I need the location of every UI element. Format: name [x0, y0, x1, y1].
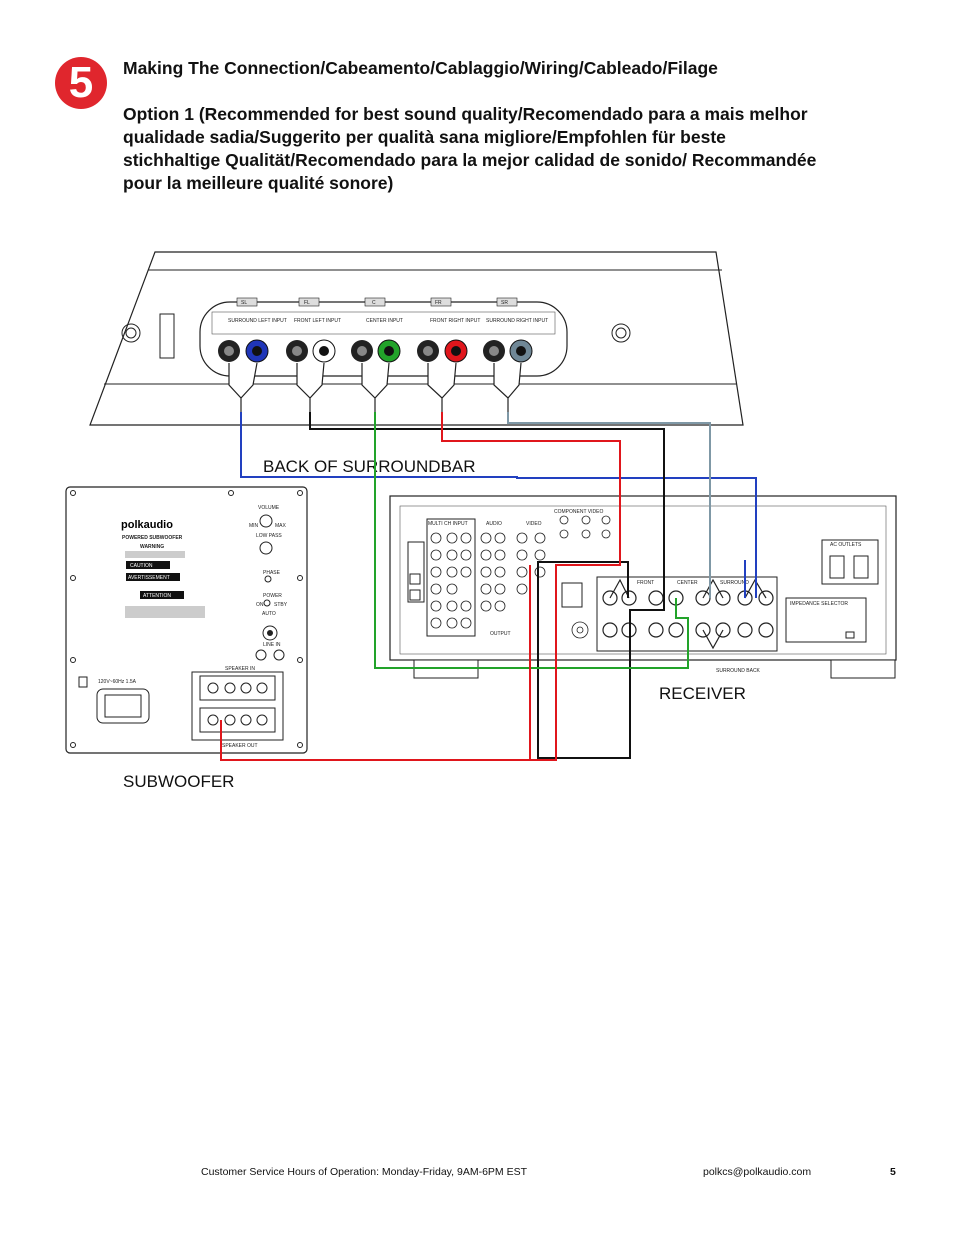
speaker-out-label: SPEAKER OUT [222, 743, 258, 749]
center-label: CENTER [677, 580, 698, 586]
surround-label: SURROUND [720, 580, 749, 586]
speaker-in-label: SPEAKER IN [225, 666, 256, 672]
volume-label: VOLUME [258, 505, 280, 511]
input-labels [228, 318, 548, 324]
power-auto: AUTO [262, 611, 276, 617]
option-description: Option 1 (Recommended for best sound quality/Recomendado para a mais melhor qualidade sadia/Suggerito per qualità sana migliore/Empfohlen für beste stichhaltige Qualität/Recomendado para la mejor calidad de sonido/ Recommandée pour la meilleure qualité sonore) [123, 104, 817, 193]
line-in-label: LINE IN [263, 642, 281, 648]
channel-tag: SR [501, 300, 508, 306]
channel-tag: FL [304, 300, 310, 306]
voltage-label: 120V~60Hz 1.5A [98, 679, 136, 685]
power-stby: STBY [274, 602, 288, 608]
avertissement-label: AVERTISSEMENT [128, 575, 170, 581]
page-number: 5 [890, 1166, 896, 1178]
receiver-label: RECEIVER [659, 684, 746, 703]
video-label: VIDEO [526, 521, 542, 527]
power-on: ON [256, 602, 264, 608]
audio-label: AUDIO [486, 521, 502, 527]
model-label: POWERED SUBWOOFER [122, 535, 183, 541]
lowpass-label: LOW PASS [256, 533, 282, 539]
surroundbar-panel [90, 252, 743, 476]
component-video-label: COMPONENT VIDEO [554, 509, 604, 515]
input-label: SURROUND LEFT INPUT [228, 318, 287, 324]
channel-tag: FR [435, 300, 442, 306]
surround-back-label: SURROUND BACK [716, 668, 760, 674]
wiring-diagram [0, 240, 954, 800]
output-label: OUTPUT [490, 631, 511, 637]
power-label: POWER [263, 593, 282, 599]
input-label: FRONT LEFT INPUT [294, 318, 342, 324]
surroundbar-label: BACK OF SURROUNDBAR [263, 457, 476, 476]
subwoofer-panel [66, 487, 307, 791]
receiver-panel [390, 496, 896, 703]
attention-label: ATTENTION [143, 593, 171, 599]
channel-tag: SL [241, 300, 248, 306]
warning-label: WARNING [140, 544, 165, 550]
multi-ch-label: MULTI CH INPUT [428, 521, 468, 527]
section-heading: Making The Connection/Cabeamento/Cablaggio/Wiring/Cableado/Filage [123, 58, 718, 78]
impedance-label: IMPEDANCE SELECTOR [790, 601, 848, 607]
footer-email[interactable]: polkcs@polkaudio.com [703, 1166, 812, 1178]
front-label: FRONT [637, 580, 655, 586]
brand-logo: polkaudio [121, 519, 173, 531]
ac-outlets-label: AC OUTLETS [830, 542, 862, 548]
caution-label: CAUTION [130, 563, 153, 569]
volume-min: MIN [249, 523, 259, 529]
step-number-badge: 5 [55, 57, 107, 109]
phase-label: PHASE [263, 570, 280, 576]
volume-max: MAX [275, 523, 286, 529]
footer-service-hours: Customer Service Hours of Operation: Monday-Friday, 9AM-6PM EST [201, 1166, 527, 1178]
subwoofer-label: SUBWOOFER [123, 772, 235, 791]
input-label: FRONT RIGHT INPUT [430, 318, 481, 324]
channel-tag: C [372, 300, 376, 306]
input-label: SURROUND RIGHT INPUT [486, 318, 549, 324]
input-label: CENTER INPUT [366, 318, 403, 324]
